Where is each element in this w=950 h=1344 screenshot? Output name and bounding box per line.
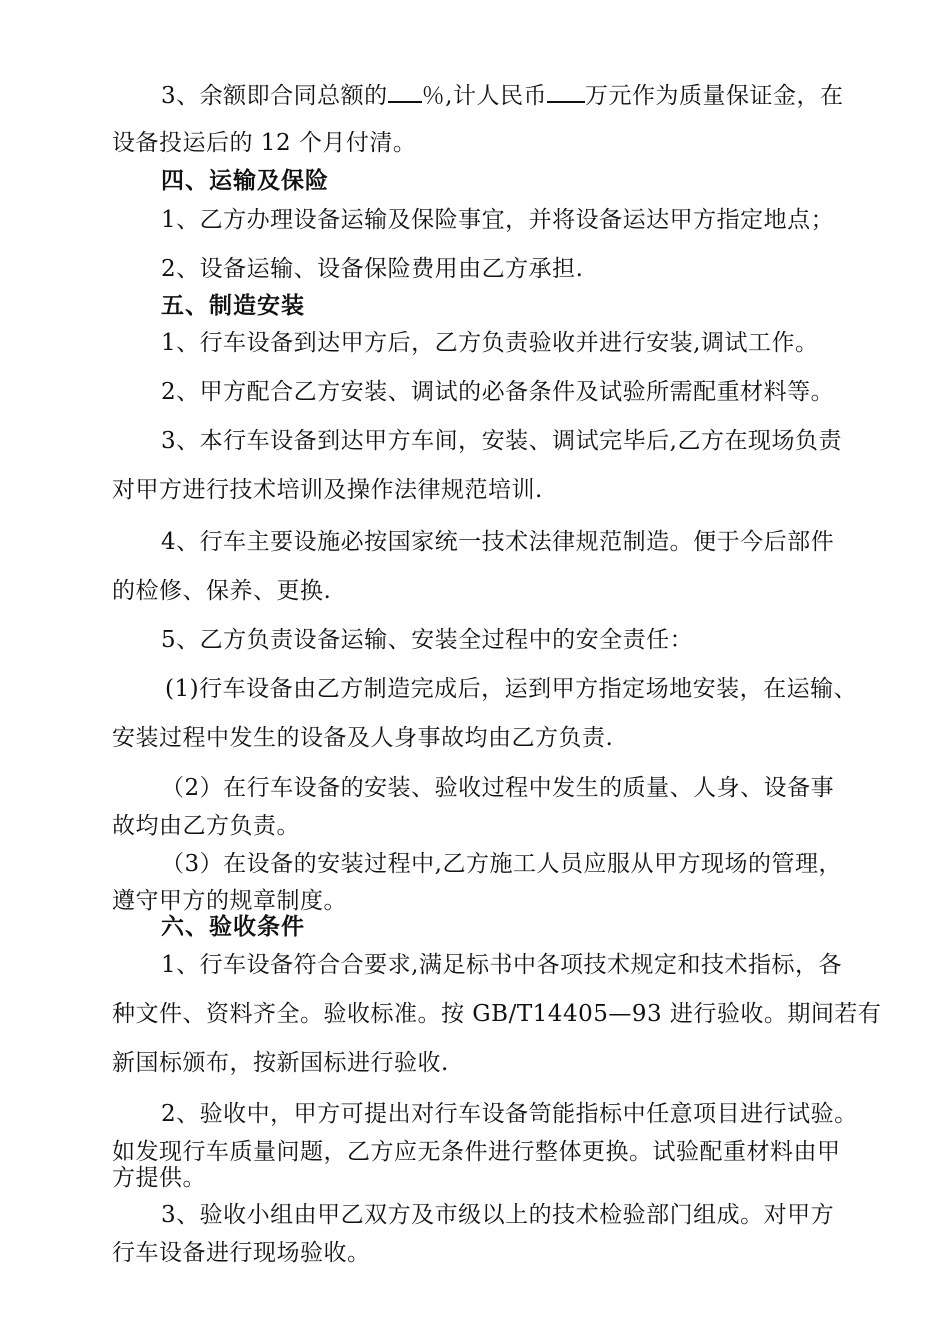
section-heading-transport: 四、运输及保险	[161, 168, 329, 194]
transport-clause-1: 1、乙方办理设备运输及保险事宜，并将设备运达甲方指定地点；	[161, 207, 835, 233]
manufacture-clause-5-item-1-line-1: (1)行车设备由乙方制造完成后，运到甲方指定场地安装，在运输、	[165, 676, 858, 702]
manufacture-clause-5-item-2-line-1: （2）在行车设备的安装、验收过程中发生的质量、人身、设备事	[161, 775, 835, 801]
acceptance-clause-1-line-3: 新国标颁布，按新国标进行验收.	[112, 1050, 449, 1076]
manufacture-clause-4-line-1: 4、行车主要设施必按国家统一技术法律规范制造。便于今后部件	[161, 529, 835, 555]
acceptance-clause-2-line-1: 2、验收中，甲方可提出对行车设备笥能指标中任意项目进行试验。	[161, 1101, 858, 1127]
acceptance-clause-1-line-1: 1、行车设备符合合要求,满足标书中各项技术规定和技术指标，各	[161, 952, 842, 978]
acceptance-clause-3-line-2: 行车设备进行现场验收。	[112, 1240, 371, 1266]
blank-field-amount	[547, 79, 585, 103]
manufacture-clause-3-line-2: 对甲方进行技术培训及操作法律规范培训.	[112, 477, 543, 503]
acceptance-clause-2-line-2: 如发现行车质量问题，乙方应无条件进行整体更换。试验配重材料由甲	[112, 1139, 841, 1165]
manufacture-clause-4-line-2: 的检修、保养、更换.	[112, 578, 332, 604]
text-segment: 万元作为质量保证金，在	[584, 83, 844, 109]
text-segment: 3、余额即合同总额的	[161, 83, 388, 109]
manufacture-clause-5-item-2-line-2: 故均由乙方负责。	[112, 813, 300, 839]
clause-3-balance-line-1	[161, 79, 843, 111]
manufacture-clause-5-item-1-line-2: 安装过程中发生的设备及人身事故均由乙方负责.	[112, 725, 614, 751]
manufacture-clause-5-item-3-line-2: 遵守甲方的规章制度。	[112, 888, 347, 914]
acceptance-clause-3-line-1: 3、验收小组由甲乙双方及市级以上的技术检验部门组成。对甲方	[161, 1202, 835, 1228]
section-heading-manufacture: 五、制造安装	[161, 293, 305, 319]
acceptance-clause-1-line-2: 种文件、资料齐全。验收标准。按 GB/T14405—93 进行验收。期间若有	[112, 1001, 882, 1027]
acceptance-clause-2-line-3: 方提供。	[112, 1165, 206, 1191]
manufacture-clause-5: 5、乙方负责设备运输、安装全过程中的安全责任：	[161, 627, 694, 653]
manufacture-clause-1: 1、行车设备到达甲方后，乙方负责验收并进行安装,调试工作。	[161, 330, 819, 356]
manufacture-clause-2: 2、甲方配合乙方安装、调试的必备条件及试验所需配重材料等。	[161, 379, 835, 405]
clause-3-balance-line-2: 设备投运后的 12 个月付清。	[112, 130, 417, 156]
section-heading-acceptance: 六、验收条件	[161, 914, 305, 940]
blank-field-percent	[388, 79, 422, 103]
transport-clause-2: 2、设备运输、设备保险费用由乙方承担.	[161, 256, 584, 282]
manufacture-clause-5-item-3-line-1: （3）在设备的安装过程中,乙方施工人员应服从甲方现场的管理，	[161, 851, 842, 877]
text-segment: ％,计人民币	[421, 83, 547, 109]
manufacture-clause-3-line-1: 3、本行车设备到达甲方车间，安装、调试完毕后,乙方在现场负责	[161, 428, 842, 454]
